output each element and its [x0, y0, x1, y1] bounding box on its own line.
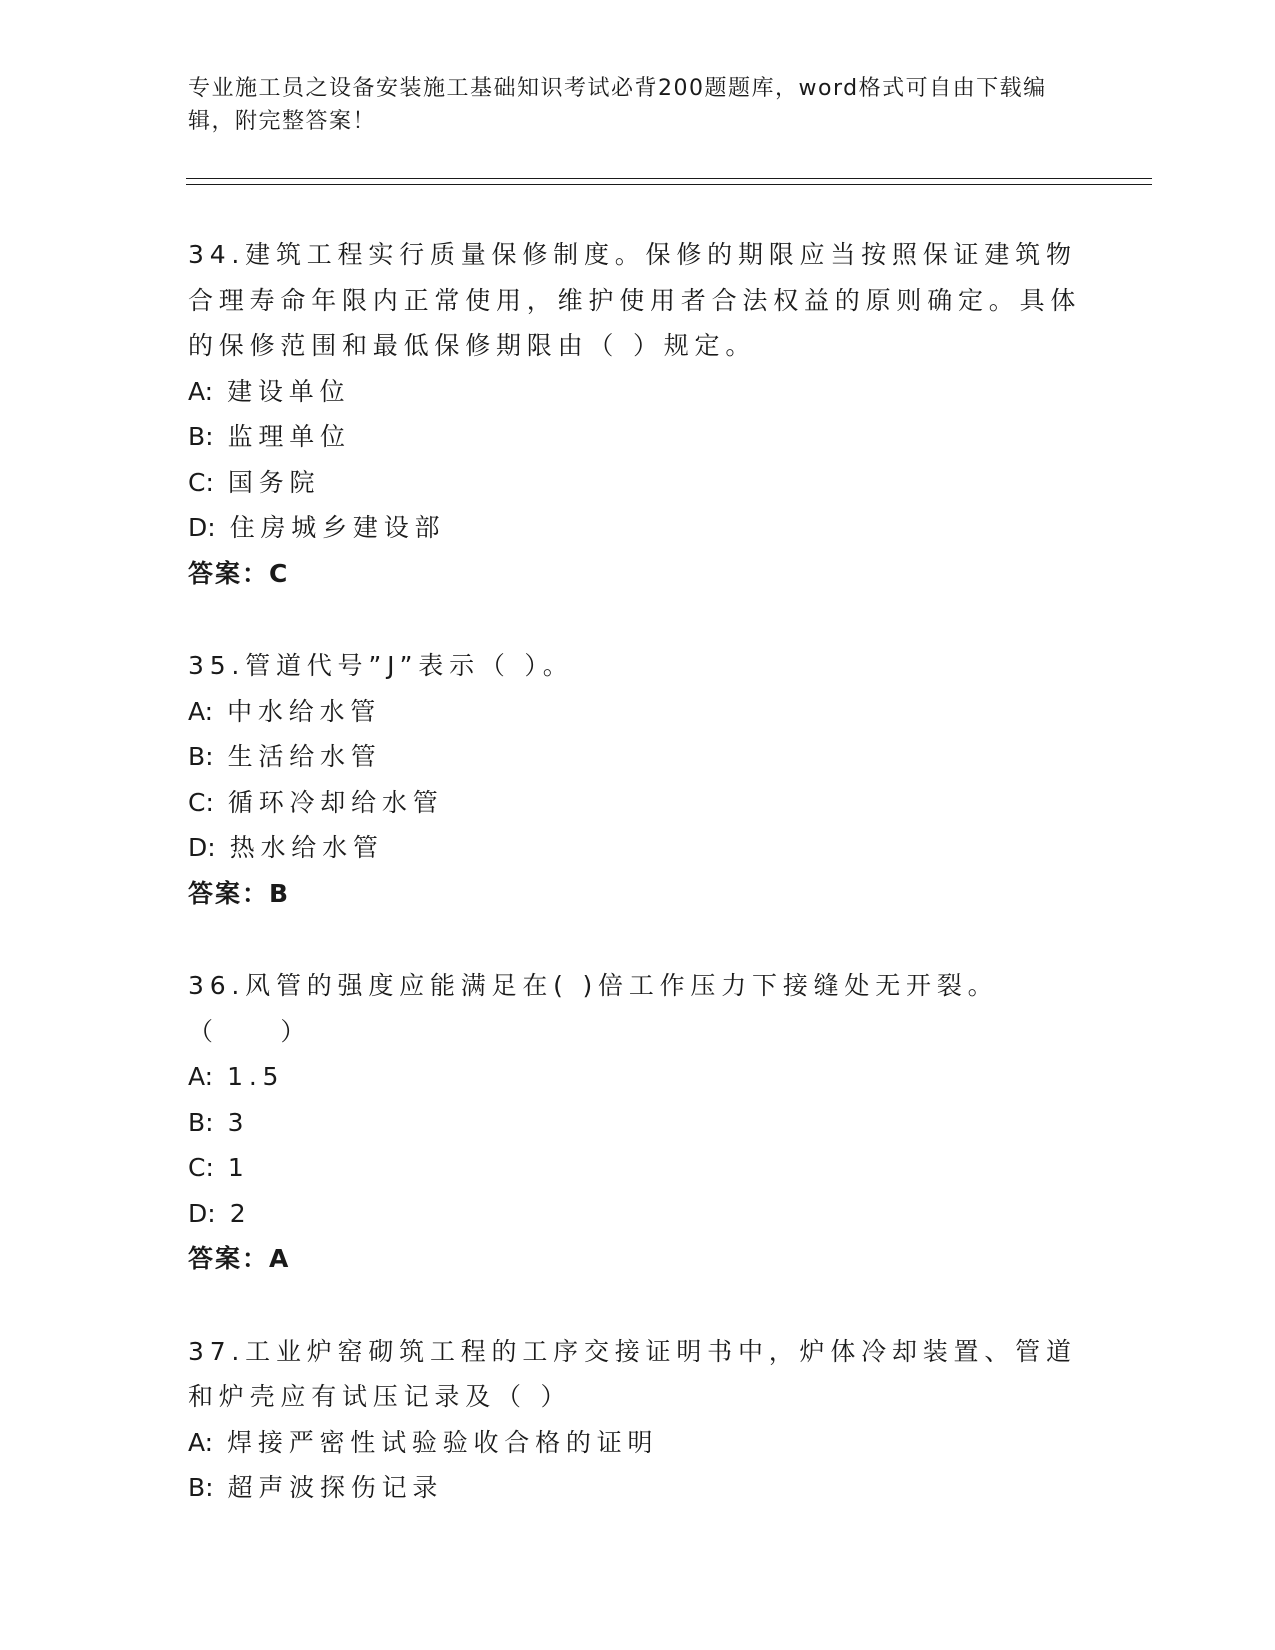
- question-text: 35.管道代号”J”表示（ ）。: [188, 651, 574, 680]
- option-separator: :: [204, 376, 214, 406]
- option-letter: C: [188, 787, 206, 817]
- option-separator: :: [207, 513, 216, 542]
- question-block: [188, 1329, 1088, 1511]
- answer-option: [188, 689, 1088, 735]
- option-letter: B: [188, 422, 206, 451]
- answer-option: [188, 369, 1088, 415]
- option-letter: A: [188, 1427, 205, 1457]
- answer-option: [188, 1465, 1088, 1511]
- answer-option: [188, 734, 1088, 780]
- header-divider-bottom: [186, 184, 1152, 185]
- question-block: [188, 232, 1088, 596]
- option-text: 国务院: [227, 467, 321, 497]
- question-list: [188, 232, 1088, 1558]
- answer-option: [188, 1145, 1088, 1191]
- answer-key: 答案：B: [188, 878, 291, 908]
- option-separator: :: [205, 742, 214, 771]
- option-letter: A: [188, 696, 205, 726]
- option-text: 1: [227, 1153, 250, 1182]
- option-letter: D: [188, 513, 208, 542]
- question-text: 34.建筑工程实行质量保修制度。保修的期限应当按照保证建筑物合理寿命年限内正常使用，维护使用者合法权益的原则确定。具体的保修范围和最低保修期限由（ ）规定。: [188, 240, 1082, 360]
- option-letter: A: [188, 1062, 205, 1091]
- option-letter: B: [188, 1473, 206, 1502]
- option-text: 建设单位: [227, 376, 351, 406]
- option-separator: :: [204, 1062, 214, 1091]
- option-text: 焊接严密性试验验收合格的证明: [227, 1427, 659, 1457]
- answer-option: [188, 1054, 1088, 1100]
- option-separator: :: [205, 422, 214, 451]
- option-letter: D: [188, 833, 208, 862]
- option-text: 1.5: [227, 1062, 285, 1091]
- option-letter: B: [188, 742, 206, 771]
- option-letter: D: [188, 1198, 208, 1228]
- option-text: 2: [229, 1198, 252, 1228]
- option-separator: :: [204, 1427, 214, 1457]
- option-text: 3: [227, 1107, 250, 1137]
- option-separator: :: [205, 787, 214, 817]
- option-text: 住房城乡建设部: [229, 513, 446, 542]
- answer-option: [188, 414, 1088, 460]
- question-block: [188, 643, 1088, 916]
- option-text: 超声波探伤记录: [227, 1473, 444, 1502]
- option-separator: :: [207, 1198, 216, 1228]
- question-text: 36.风管的强度应能满足在( )倍工作压力下接缝处无开裂。（ ）: [188, 971, 999, 1046]
- answer-option: [188, 505, 1088, 551]
- option-separator: :: [205, 1153, 214, 1182]
- answer-option: [188, 825, 1088, 871]
- option-separator: :: [205, 467, 214, 497]
- question-text: 37.工业炉窑砌筑工程的工序交接证明书中，炉体冷却装置、管道和炉壳应有试压记录及（ ）: [188, 1336, 1077, 1411]
- option-separator: :: [205, 1473, 214, 1502]
- answer-key: 答案：C: [188, 558, 290, 588]
- option-text: 生活给水管: [227, 742, 382, 771]
- option-letter: B: [188, 1107, 206, 1137]
- question-block: [188, 963, 1088, 1282]
- answer-option: [188, 780, 1088, 826]
- option-letter: A: [188, 376, 205, 406]
- answer-option: [188, 1191, 1088, 1237]
- answer-option: [188, 460, 1088, 506]
- option-text: 中水给水管: [227, 696, 382, 726]
- answer-option: [188, 1100, 1088, 1146]
- option-text: 循环冷却给水管: [227, 787, 444, 817]
- answer-option: [188, 1420, 1088, 1466]
- option-letter: C: [188, 467, 206, 497]
- option-separator: :: [207, 833, 216, 862]
- answer-key: 答案：A: [188, 1244, 291, 1273]
- header-divider-top: [186, 178, 1152, 179]
- document-header: 专业施工员之设备安装施工基础知识考试必背200题题库，word格式可自由下载编辑，附完整答案！: [188, 76, 1047, 134]
- option-letter: C: [188, 1153, 206, 1182]
- option-text: 热水给水管: [229, 833, 384, 862]
- option-separator: :: [205, 1107, 214, 1137]
- option-separator: :: [204, 696, 214, 726]
- option-text: 监理单位: [227, 422, 351, 451]
